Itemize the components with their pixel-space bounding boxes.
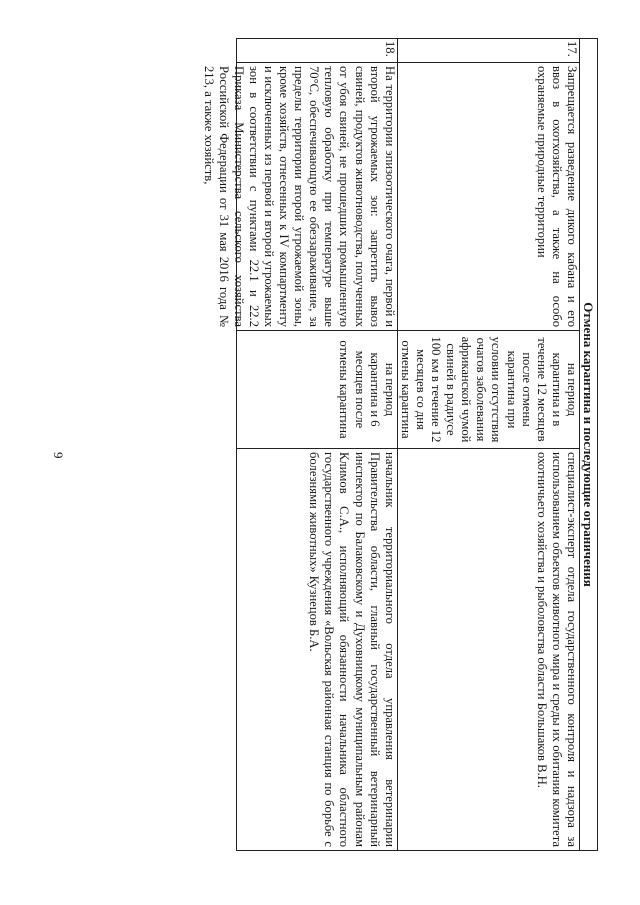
- row-number: 18.: [236, 39, 397, 63]
- measures-table: [201, 38, 598, 851]
- table-row: [397, 39, 579, 851]
- rotated-page-content: [110, 38, 598, 850]
- measure-term: на период карантина и в течение 12 месяцев после отмены карантина при условии отсутствия очагов заболевания африканской чумой свиней в радиусе 100 км в течение 12 месяцев со дня отмены карантина: [397, 331, 579, 449]
- table-row: [236, 39, 397, 851]
- section-header: Отмена карантина и последующие ограничения: [579, 39, 597, 851]
- measure-text: На территории эпизоотического очага, первой и второй угрожаемых зон: запретить вывоз свиней, продуктов животноводства, полученных от убоя свиней, не прошедших промышленную тепловую обработку при температуре выше 70°С, обеспечивающую ее обеззараживание, за пределы территории второй угрожаемой зоны, кроме хозяйств, отнесенных к IV компартменту и исключенных из первой и второй угрожаемых зон в соответствии с пунктами 22.1 и 22.2 Приказа Министерства сельского хозяйства Российской Федерации от 31 мая 2016 года № 213, а также хозяйств,: [201, 66, 397, 327]
- row-number: 17.: [397, 39, 579, 63]
- measure-term: на период карантина и 6 месяцев после отмены карантина: [236, 331, 397, 449]
- section-header-row: [579, 39, 597, 851]
- responsible-person: специалист-эксперт отдела государственного контроля и надзора за использованием объектов животного мира и среды их обитания комитета охотничьего хозяйства и рыболовства области Большаков В.Н.: [397, 449, 579, 851]
- measure-text: Запрещается разведение дикого кабана и его ввоз в охотхозяйства, а также на особо охраняемые природные территории: [397, 63, 579, 331]
- page-number: 9: [51, 452, 66, 459]
- responsible-person: начальник территориального отдела управления ветеринарии Правительства области, главный государственный ветеринарный инспектор по Балаковскому и Духовницкому муниципальным районам Климов С.А., исполняющий обязанности начальника областного государственного учреждения «Вольская районная станция по борьбе с болезнями животных» Кузнецов Б.А.: [236, 449, 397, 851]
